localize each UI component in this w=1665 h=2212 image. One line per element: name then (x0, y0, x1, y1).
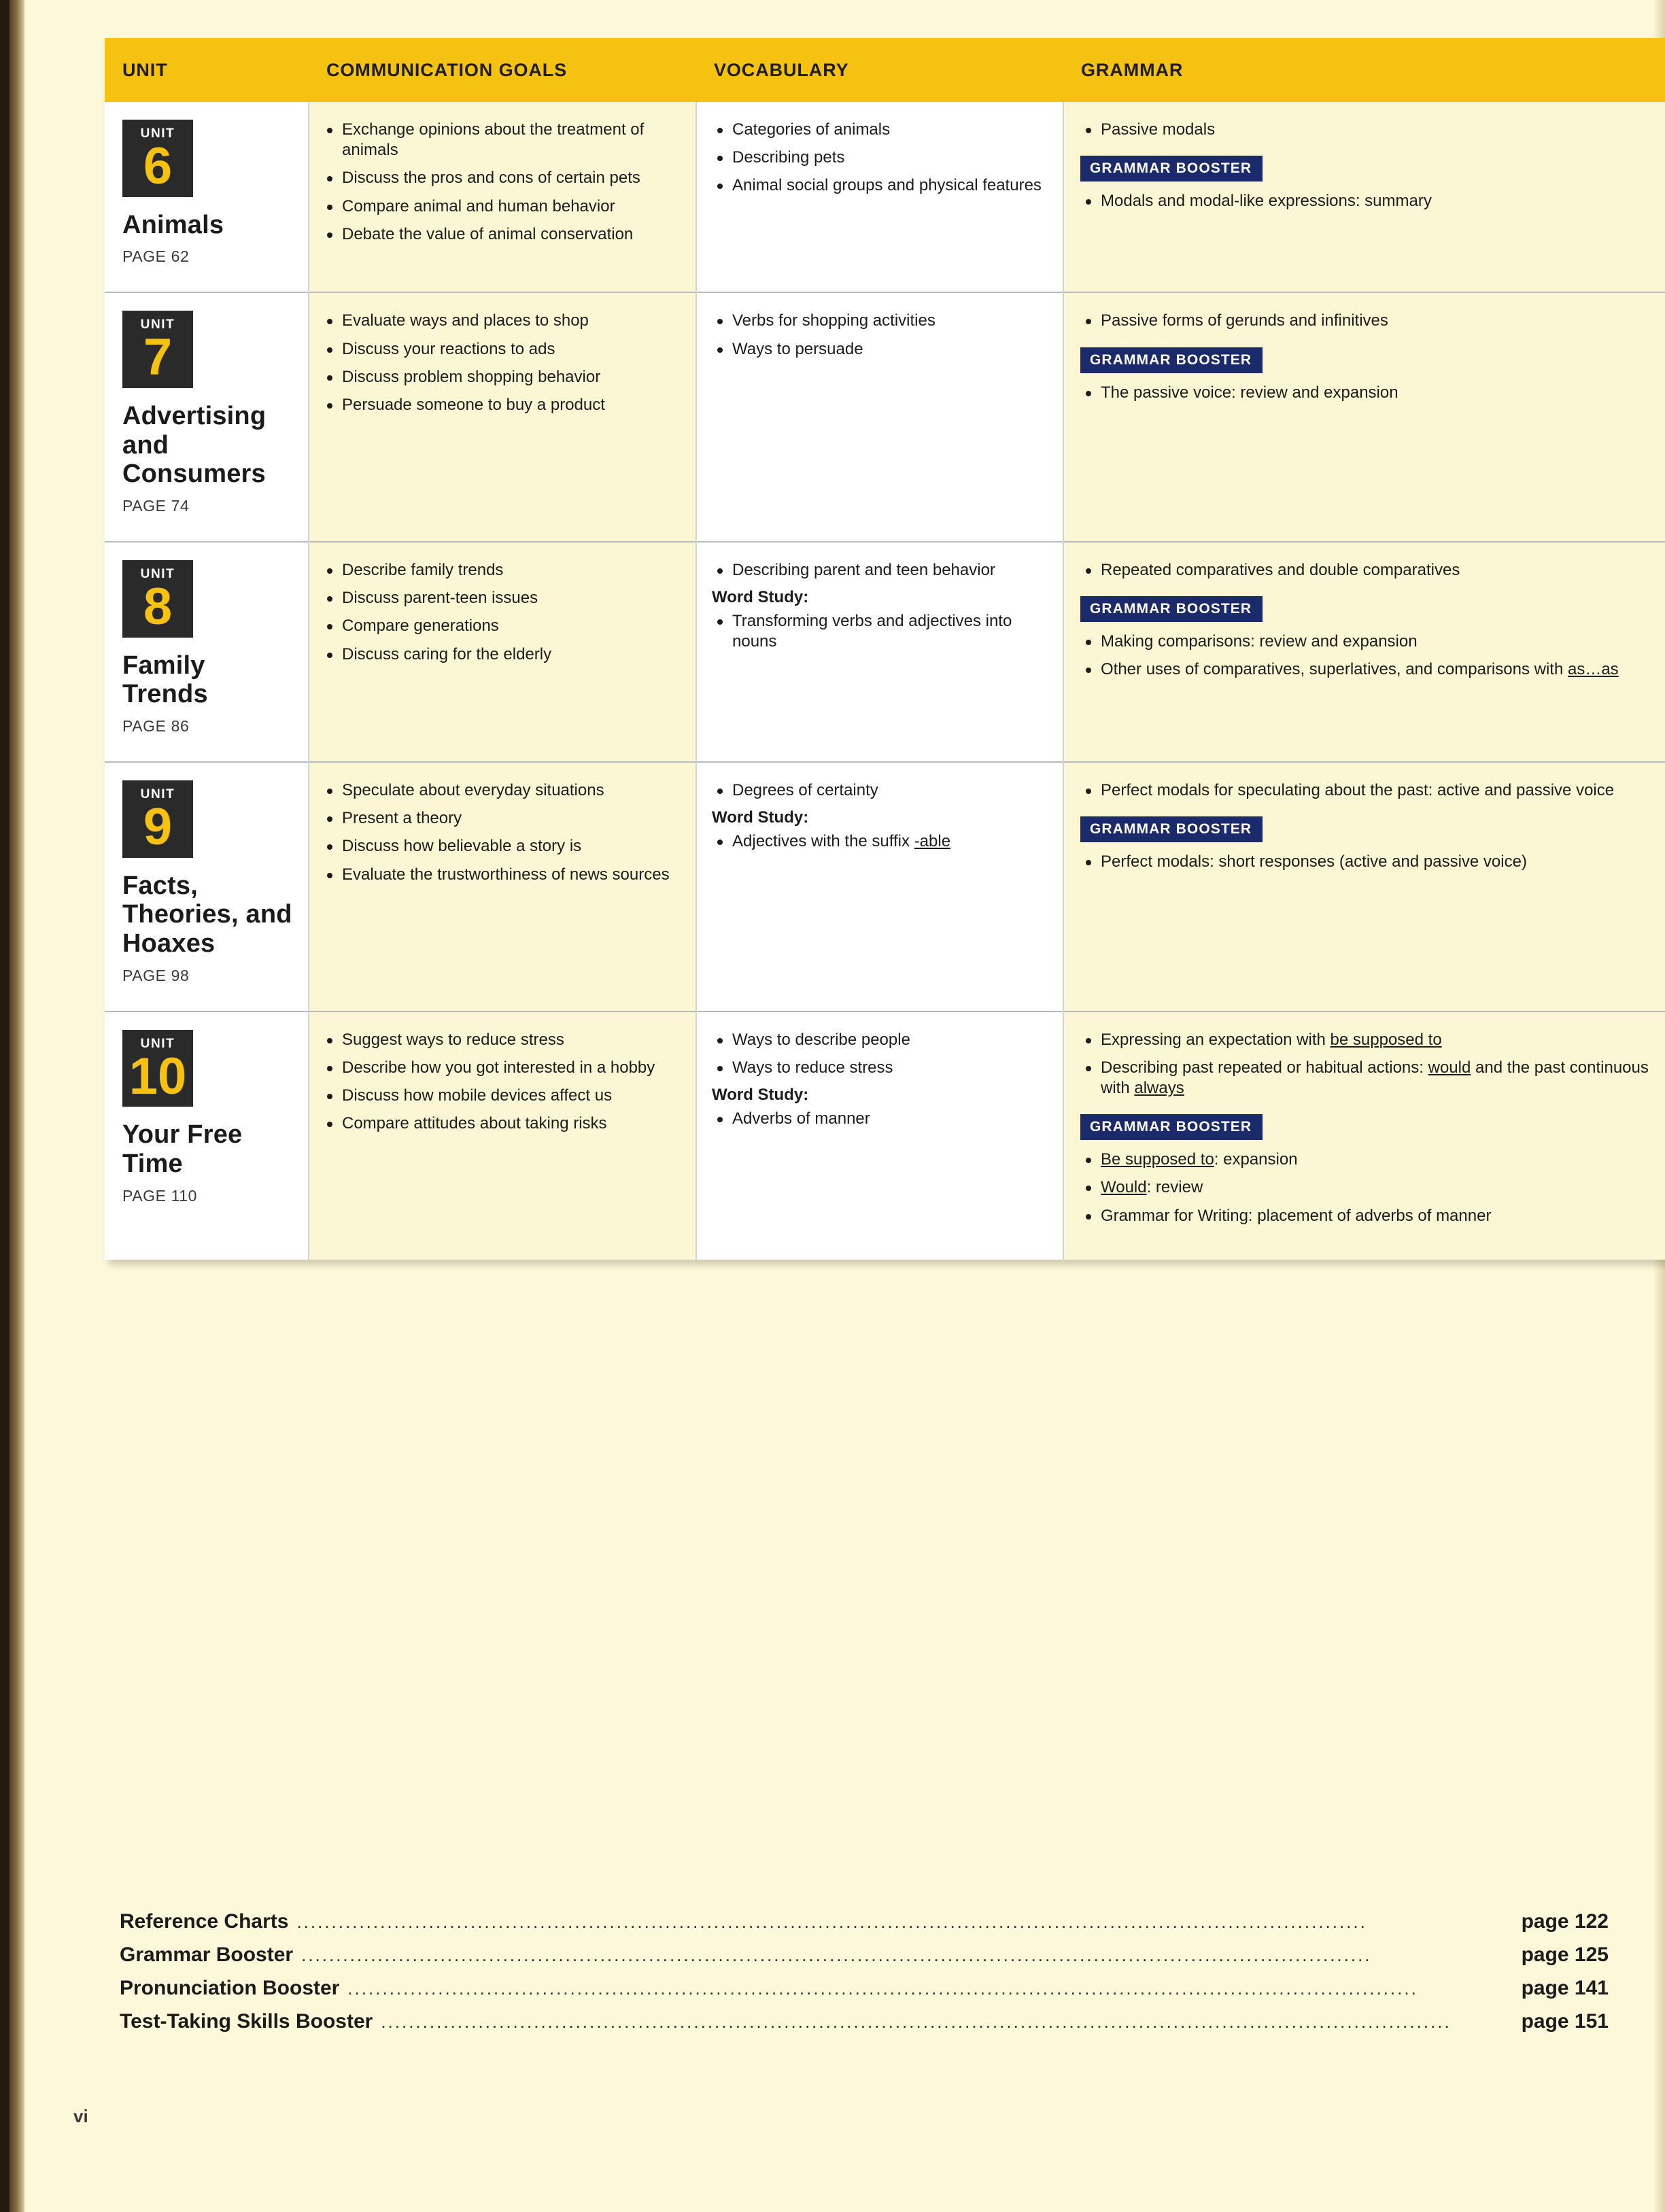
vocabulary-cell (696, 1012, 1063, 1260)
reference-sections-list (120, 1910, 1609, 2043)
scope-and-sequence-table (105, 38, 1665, 1260)
list-item: Discuss how believable a story is (322, 836, 682, 857)
list-item: Describe family trends (322, 560, 682, 581)
unit-badge-label: UNIT (140, 317, 175, 332)
table-row (105, 542, 1665, 762)
communication-goals-cell (309, 762, 696, 1012)
reference-page: page 151 (1521, 2010, 1609, 2033)
goals-list (322, 120, 682, 245)
list-item: Degrees of certainty (712, 780, 1049, 801)
unit-badge-label: UNIT (140, 787, 175, 801)
word-study-label: Word Study: (712, 808, 809, 827)
list-item: Describe how you got interested in a hobby (322, 1058, 682, 1078)
vocabulary-cell (696, 762, 1063, 1012)
list-item: Describing parent and teen behavior (712, 560, 1049, 581)
vocabulary-cell (696, 292, 1063, 542)
unit-cell (105, 542, 309, 762)
list-item: Describing past repeated or habitual actions: would and the past continuous with always (1080, 1058, 1652, 1099)
leader-dots: .......................................................................................................................................................... (347, 1978, 1418, 1999)
unit-badge (122, 780, 193, 858)
reference-page: page 125 (1521, 1943, 1609, 1966)
list-item: Expressing an expectation with be supposed to (1080, 1030, 1652, 1050)
grammar-cell (1063, 762, 1665, 1012)
grammar-list (1080, 311, 1652, 331)
list-item (120, 1910, 1609, 1933)
vocabulary-list (712, 560, 1049, 581)
leader-dots: .......................................................................................................................................................... (301, 1945, 1372, 1965)
word-study-list (712, 611, 1049, 652)
grammar-booster-badge: GRAMMAR BOOSTER (1080, 816, 1263, 842)
list-item: Perfect modals: short responses (active and passive voice) (1080, 852, 1652, 872)
communication-goals-cell (309, 542, 696, 762)
unit-cell (105, 1012, 309, 1260)
vocabulary-list (712, 120, 1049, 196)
word-study-list (712, 1109, 1049, 1129)
grammar-booster-badge: GRAMMAR BOOSTER (1080, 1114, 1263, 1140)
vocabulary-list (712, 1030, 1049, 1078)
table-row (105, 1012, 1665, 1260)
list-item: Describing pets (712, 148, 1049, 168)
list-item: Adjectives with the suffix -able (712, 831, 1049, 852)
list-item: Debate the value of animal conservation (322, 224, 682, 245)
goals-list (322, 560, 682, 665)
list-item: Compare attitudes about taking risks (322, 1113, 682, 1134)
list-item: Grammar for Writing: placement of adverbs of manner (1080, 1206, 1652, 1226)
unit-cell (105, 102, 309, 292)
grammar-booster-list (1080, 383, 1652, 403)
reference-page: page 122 (1521, 1910, 1609, 1933)
grammar-booster-list (1080, 1150, 1652, 1226)
unit-page-reference: PAGE 86 (122, 717, 190, 735)
grammar-list (1080, 560, 1652, 581)
list-item: Discuss your reactions to ads (322, 339, 682, 360)
list-item: Adverbs of manner (712, 1109, 1049, 1129)
unit-page-reference: PAGE 110 (122, 1186, 198, 1205)
list-item: Other uses of comparatives, superlatives, and comparisons with as…as (1080, 659, 1652, 680)
list-item: Compare animal and human behavior (322, 196, 682, 217)
unit-badge (122, 1030, 193, 1107)
column-header-unit: UNIT (105, 38, 309, 102)
column-header-grammar: GRAMMAR (1063, 38, 1665, 102)
unit-number: 7 (143, 328, 173, 387)
grammar-booster-badge: GRAMMAR BOOSTER (1080, 347, 1263, 373)
list-item: Discuss how mobile devices affect us (322, 1086, 682, 1106)
list-item: Discuss parent-teen issues (322, 588, 682, 608)
list-item: Persuade someone to buy a product (322, 395, 682, 415)
list-item: Repeated comparatives and double comparatives (1080, 560, 1652, 581)
table-row (105, 762, 1665, 1012)
grammar-booster-list (1080, 632, 1652, 680)
list-item: Exchange opinions about the treatment of animals (322, 120, 682, 160)
reference-label: Pronunciation Booster (120, 1977, 340, 1999)
list-item: Passive forms of gerunds and infinitives (1080, 311, 1652, 331)
grammar-booster-list (1080, 852, 1652, 872)
grammar-list (1080, 1030, 1652, 1099)
list-item: Discuss problem shopping behavior (322, 367, 682, 387)
reference-page: page 141 (1521, 1977, 1609, 1999)
unit-badge-label: UNIT (140, 567, 175, 581)
list-item: Transforming verbs and adjectives into nouns (712, 611, 1049, 652)
list-item: Compare generations (322, 616, 682, 636)
unit-number: 8 (143, 578, 173, 636)
communication-goals-cell (309, 102, 696, 292)
unit-number: 9 (143, 798, 173, 856)
list-item: Suggest ways to reduce stress (322, 1030, 682, 1050)
unit-page-reference: PAGE 74 (122, 497, 190, 515)
list-item: Verbs for shopping activities (712, 311, 1049, 331)
reference-label: Test-Taking Skills Booster (120, 2010, 373, 2033)
column-header-communication-goals: COMMUNICATION GOALS (309, 38, 696, 102)
table-header-row (105, 38, 1665, 102)
vocabulary-cell (696, 542, 1063, 762)
goals-list (322, 311, 682, 415)
communication-goals-cell (309, 292, 696, 542)
word-study-label: Word Study: (712, 1086, 809, 1105)
page-surface (24, 0, 1665, 2212)
list-item (120, 1943, 1609, 1967)
grammar-booster-badge: GRAMMAR BOOSTER (1080, 596, 1263, 622)
list-item: Be supposed to: expansion (1080, 1150, 1652, 1170)
table-row (105, 102, 1665, 292)
list-item: Present a theory (322, 808, 682, 829)
list-item: Discuss caring for the elderly (322, 644, 682, 665)
units-table (105, 38, 1665, 1260)
unit-title: Family Trends (122, 651, 208, 709)
table-row (105, 292, 1665, 542)
list-item: Making comparisons: review and expansion (1080, 632, 1652, 652)
list-item: Categories of animals (712, 120, 1049, 140)
vocabulary-list (712, 780, 1049, 801)
grammar-booster-badge: GRAMMAR BOOSTER (1080, 156, 1263, 182)
column-header-vocabulary: VOCABULARY (696, 38, 1063, 102)
list-item: Discuss the pros and cons of certain pets (322, 168, 682, 188)
list-item: Ways to persuade (712, 339, 1049, 360)
goals-list (322, 1030, 682, 1135)
unit-page-reference: PAGE 98 (122, 966, 190, 984)
book-spine-shadow (0, 0, 10, 2212)
unit-cell (105, 292, 309, 542)
unit-page-reference: PAGE 62 (122, 247, 190, 266)
reference-label: Grammar Booster (120, 1943, 294, 1966)
unit-badge (122, 560, 193, 638)
grammar-cell (1063, 1012, 1665, 1260)
list-item: Passive modals (1080, 120, 1652, 140)
list-item (120, 1977, 1609, 2000)
unit-title: Facts, Theories, and Hoaxes (122, 871, 292, 958)
units-table-body (105, 102, 1665, 1260)
list-item (120, 2010, 1609, 2033)
list-item: Speculate about everyday situations (322, 780, 682, 801)
list-item: Evaluate ways and places to shop (322, 311, 682, 331)
list-item: Evaluate the trustworthiness of news sources (322, 865, 682, 885)
leader-dots: .......................................................................................................................................................... (381, 2011, 1452, 2032)
unit-title: Animals (122, 210, 224, 239)
grammar-cell (1063, 542, 1665, 762)
list-item: The passive voice: review and expansion (1080, 383, 1652, 403)
unit-badge-label: UNIT (140, 1036, 175, 1051)
unit-number: 6 (143, 137, 173, 195)
page-number: vi (73, 2106, 88, 2126)
communication-goals-cell (309, 1012, 696, 1260)
grammar-list (1080, 780, 1652, 801)
leader-dots: .......................................................................................................................................................... (296, 1912, 1367, 1932)
unit-cell (105, 762, 309, 1012)
unit-badge (122, 311, 193, 388)
word-study-list (712, 831, 1049, 852)
unit-title: Advertising and Consumers (122, 402, 267, 489)
unit-title: Your Free Time (122, 1120, 243, 1178)
list-item: Ways to describe people (712, 1030, 1049, 1050)
vocabulary-cell (696, 102, 1063, 292)
unit-number: 10 (128, 1047, 187, 1105)
grammar-booster-list (1080, 191, 1652, 211)
list-item: Perfect modals for speculating about the past: active and passive voice (1080, 780, 1652, 801)
grammar-cell (1063, 292, 1665, 542)
word-study-label: Word Study: (712, 588, 809, 607)
vocabulary-list (712, 311, 1049, 359)
grammar-cell (1063, 102, 1665, 292)
list-item: Modals and modal-like expressions: summary (1080, 191, 1652, 211)
goals-list (322, 780, 682, 885)
unit-badge-label: UNIT (140, 126, 175, 141)
grammar-list (1080, 120, 1652, 140)
list-item: Would: review (1080, 1177, 1652, 1198)
unit-badge (122, 120, 193, 197)
list-item: Animal social groups and physical features (712, 175, 1049, 196)
list-item: Ways to reduce stress (712, 1058, 1049, 1078)
reference-label: Reference Charts (120, 1910, 289, 1933)
